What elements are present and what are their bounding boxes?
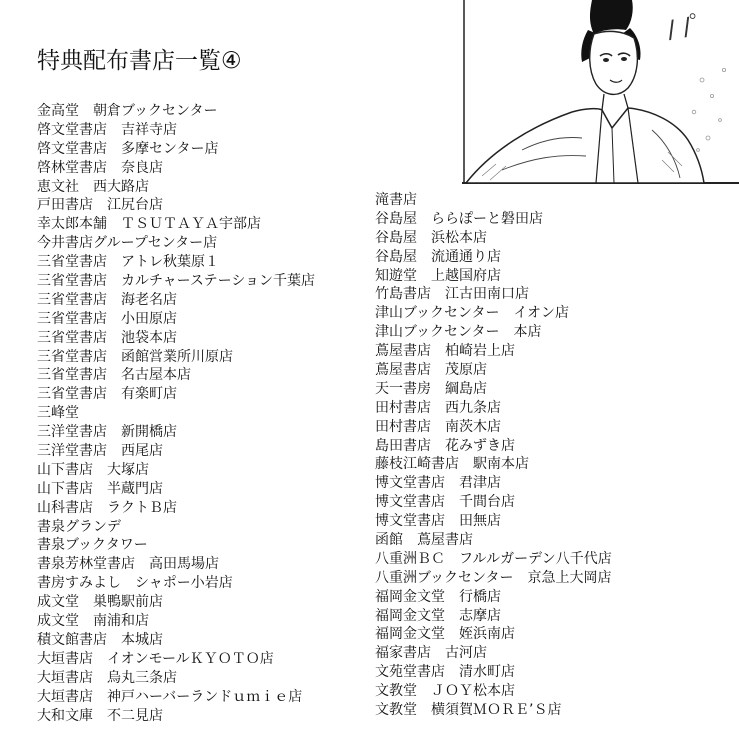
- left-store-entry: 書泉芳林堂書店 高田馬場店: [37, 556, 219, 573]
- left-store-entry: 書泉ブックタワー: [37, 537, 148, 554]
- right-store-entry: 谷島屋 流通通り店: [375, 248, 501, 265]
- manga-character-illustration-icon: [462, 0, 739, 188]
- left-store-entry: 大垣書店 烏丸三条店: [37, 669, 177, 686]
- left-store-entry: 金高堂 朝倉ブックセンター: [37, 103, 218, 119]
- left-store-entry: 三省堂書店 名古屋本店: [37, 367, 191, 384]
- left-store-entry: 積文館書店 本城店: [37, 631, 163, 648]
- right-store-entry: 島田書店 花みずき店: [375, 437, 515, 454]
- left-store-entry: 山下書店 半蔵門店: [37, 480, 163, 497]
- effect-text: / /゜: [664, 8, 717, 44]
- right-store-entry: 蔦屋書店 柏崎岩上店: [375, 343, 515, 360]
- left-store-entry: 幸太郎本舗 ＴＳＵＴＡＹＡ宇部店: [37, 216, 261, 233]
- left-store-entry: 書泉グランデ: [37, 518, 121, 535]
- right-store-entry: 博文堂書店 千間台店: [375, 494, 515, 511]
- left-store-entry: 成文堂 巣鴨駅前店: [37, 594, 163, 611]
- right-store-entry: 文苑堂書店 清水町店: [375, 664, 515, 681]
- right-store-entry: 谷島屋 浜松本店: [375, 229, 487, 246]
- right-store-entry: 博文堂書店 君津店: [375, 475, 501, 492]
- left-store-entry: 成文堂 南浦和店: [37, 613, 149, 630]
- left-store-entry: 啓文堂書店 吉祥寺店: [37, 121, 177, 138]
- left-store-entry: 大和文庫 不二見店: [37, 707, 163, 724]
- right-store-entry: 博文堂書店 田無店: [375, 513, 501, 530]
- right-store-entry: 文教堂 ＪＯＹ松本店: [375, 683, 515, 700]
- right-store-entry: 八重洲ＢＣ フルルガーデン八千代店: [375, 550, 612, 567]
- right-store-entry: 竹島書店 江古田南口店: [375, 286, 529, 303]
- left-store-entry: 大垣書店 イオンモールＫＹＯＴＯ店: [37, 650, 274, 667]
- left-store-entry: 啓林堂書店 奈良店: [37, 159, 163, 176]
- right-store-entry: 文教堂 横須賀ＭＯＲＥ’Ｓ店: [375, 702, 562, 719]
- left-store-entry: 三峰堂: [37, 405, 79, 422]
- left-store-entry: 啓文堂書店 多摩センター店: [37, 140, 219, 157]
- left-store-entry: 戸田書店 江尻台店: [37, 197, 163, 214]
- right-store-entry: 田村書店 南茨木店: [375, 418, 501, 435]
- left-store-entry: 三省堂書店 池袋本店: [37, 329, 177, 346]
- right-store-entry: 田村書店 西九条店: [375, 399, 501, 416]
- right-store-entry: 谷島屋 ららぽーと磐田店: [375, 210, 543, 227]
- right-store-entry: 滝書店: [375, 192, 417, 208]
- store-list-right-column: [375, 191, 735, 720]
- right-store-entry: 津山ブックセンター イオン店: [375, 305, 570, 322]
- left-store-entry: 山科書店 ラクトＢ店: [37, 499, 177, 516]
- left-store-entry: 三省堂書店 カルチャーステーション千葉店: [37, 273, 316, 290]
- left-store-entry: 大垣書店 神戸ハーバーランドｕｍｉｅ店: [37, 688, 303, 705]
- right-store-entry: 知遊堂 上越国府店: [375, 267, 501, 284]
- right-store-entry: 藤枝江崎書店 駅南本店: [375, 456, 529, 473]
- left-store-entry: 三洋堂書店 新開橋店: [37, 424, 177, 441]
- right-store-entry: 八重洲ブックセンター 京急上大岡店: [375, 569, 612, 586]
- right-store-entry: 天一書房 綱島店: [375, 380, 487, 397]
- left-store-entry: 三省堂書店 アトレ秋葉原１: [37, 254, 219, 271]
- right-store-entry: 蔦屋書店 茂原店: [375, 362, 487, 379]
- store-list-left-column: [37, 102, 367, 725]
- left-store-entry: 三洋堂書店 西尾店: [37, 443, 163, 460]
- left-store-entry: 三省堂書店 有楽町店: [37, 386, 177, 403]
- left-store-entry: 今井書店グループセンター店: [37, 235, 218, 252]
- page-title: 特典配布書店一覧④: [37, 48, 242, 74]
- right-store-entry: 福家書店 古河店: [375, 645, 487, 662]
- right-store-entry: 福岡金文堂 姪浜南店: [375, 626, 515, 643]
- right-store-entry: 福岡金文堂 志摩店: [375, 607, 501, 624]
- left-store-entry: 書房すみよし シャポー小岩店: [37, 575, 233, 592]
- left-store-entry: 三省堂書店 海老名店: [37, 291, 177, 308]
- left-store-entry: 三省堂書店 函館営業所川原店: [37, 348, 233, 365]
- left-store-entry: 山下書店 大塚店: [37, 461, 149, 478]
- right-store-entry: 津山ブックセンター 本店: [375, 324, 542, 341]
- right-store-entry: 福岡金文堂 行橋店: [375, 588, 501, 605]
- left-store-entry: 三省堂書店 小田原店: [37, 310, 177, 327]
- left-store-entry: 恵文社 西大路店: [37, 178, 149, 195]
- right-store-entry: 函館 蔦屋書店: [375, 532, 473, 549]
